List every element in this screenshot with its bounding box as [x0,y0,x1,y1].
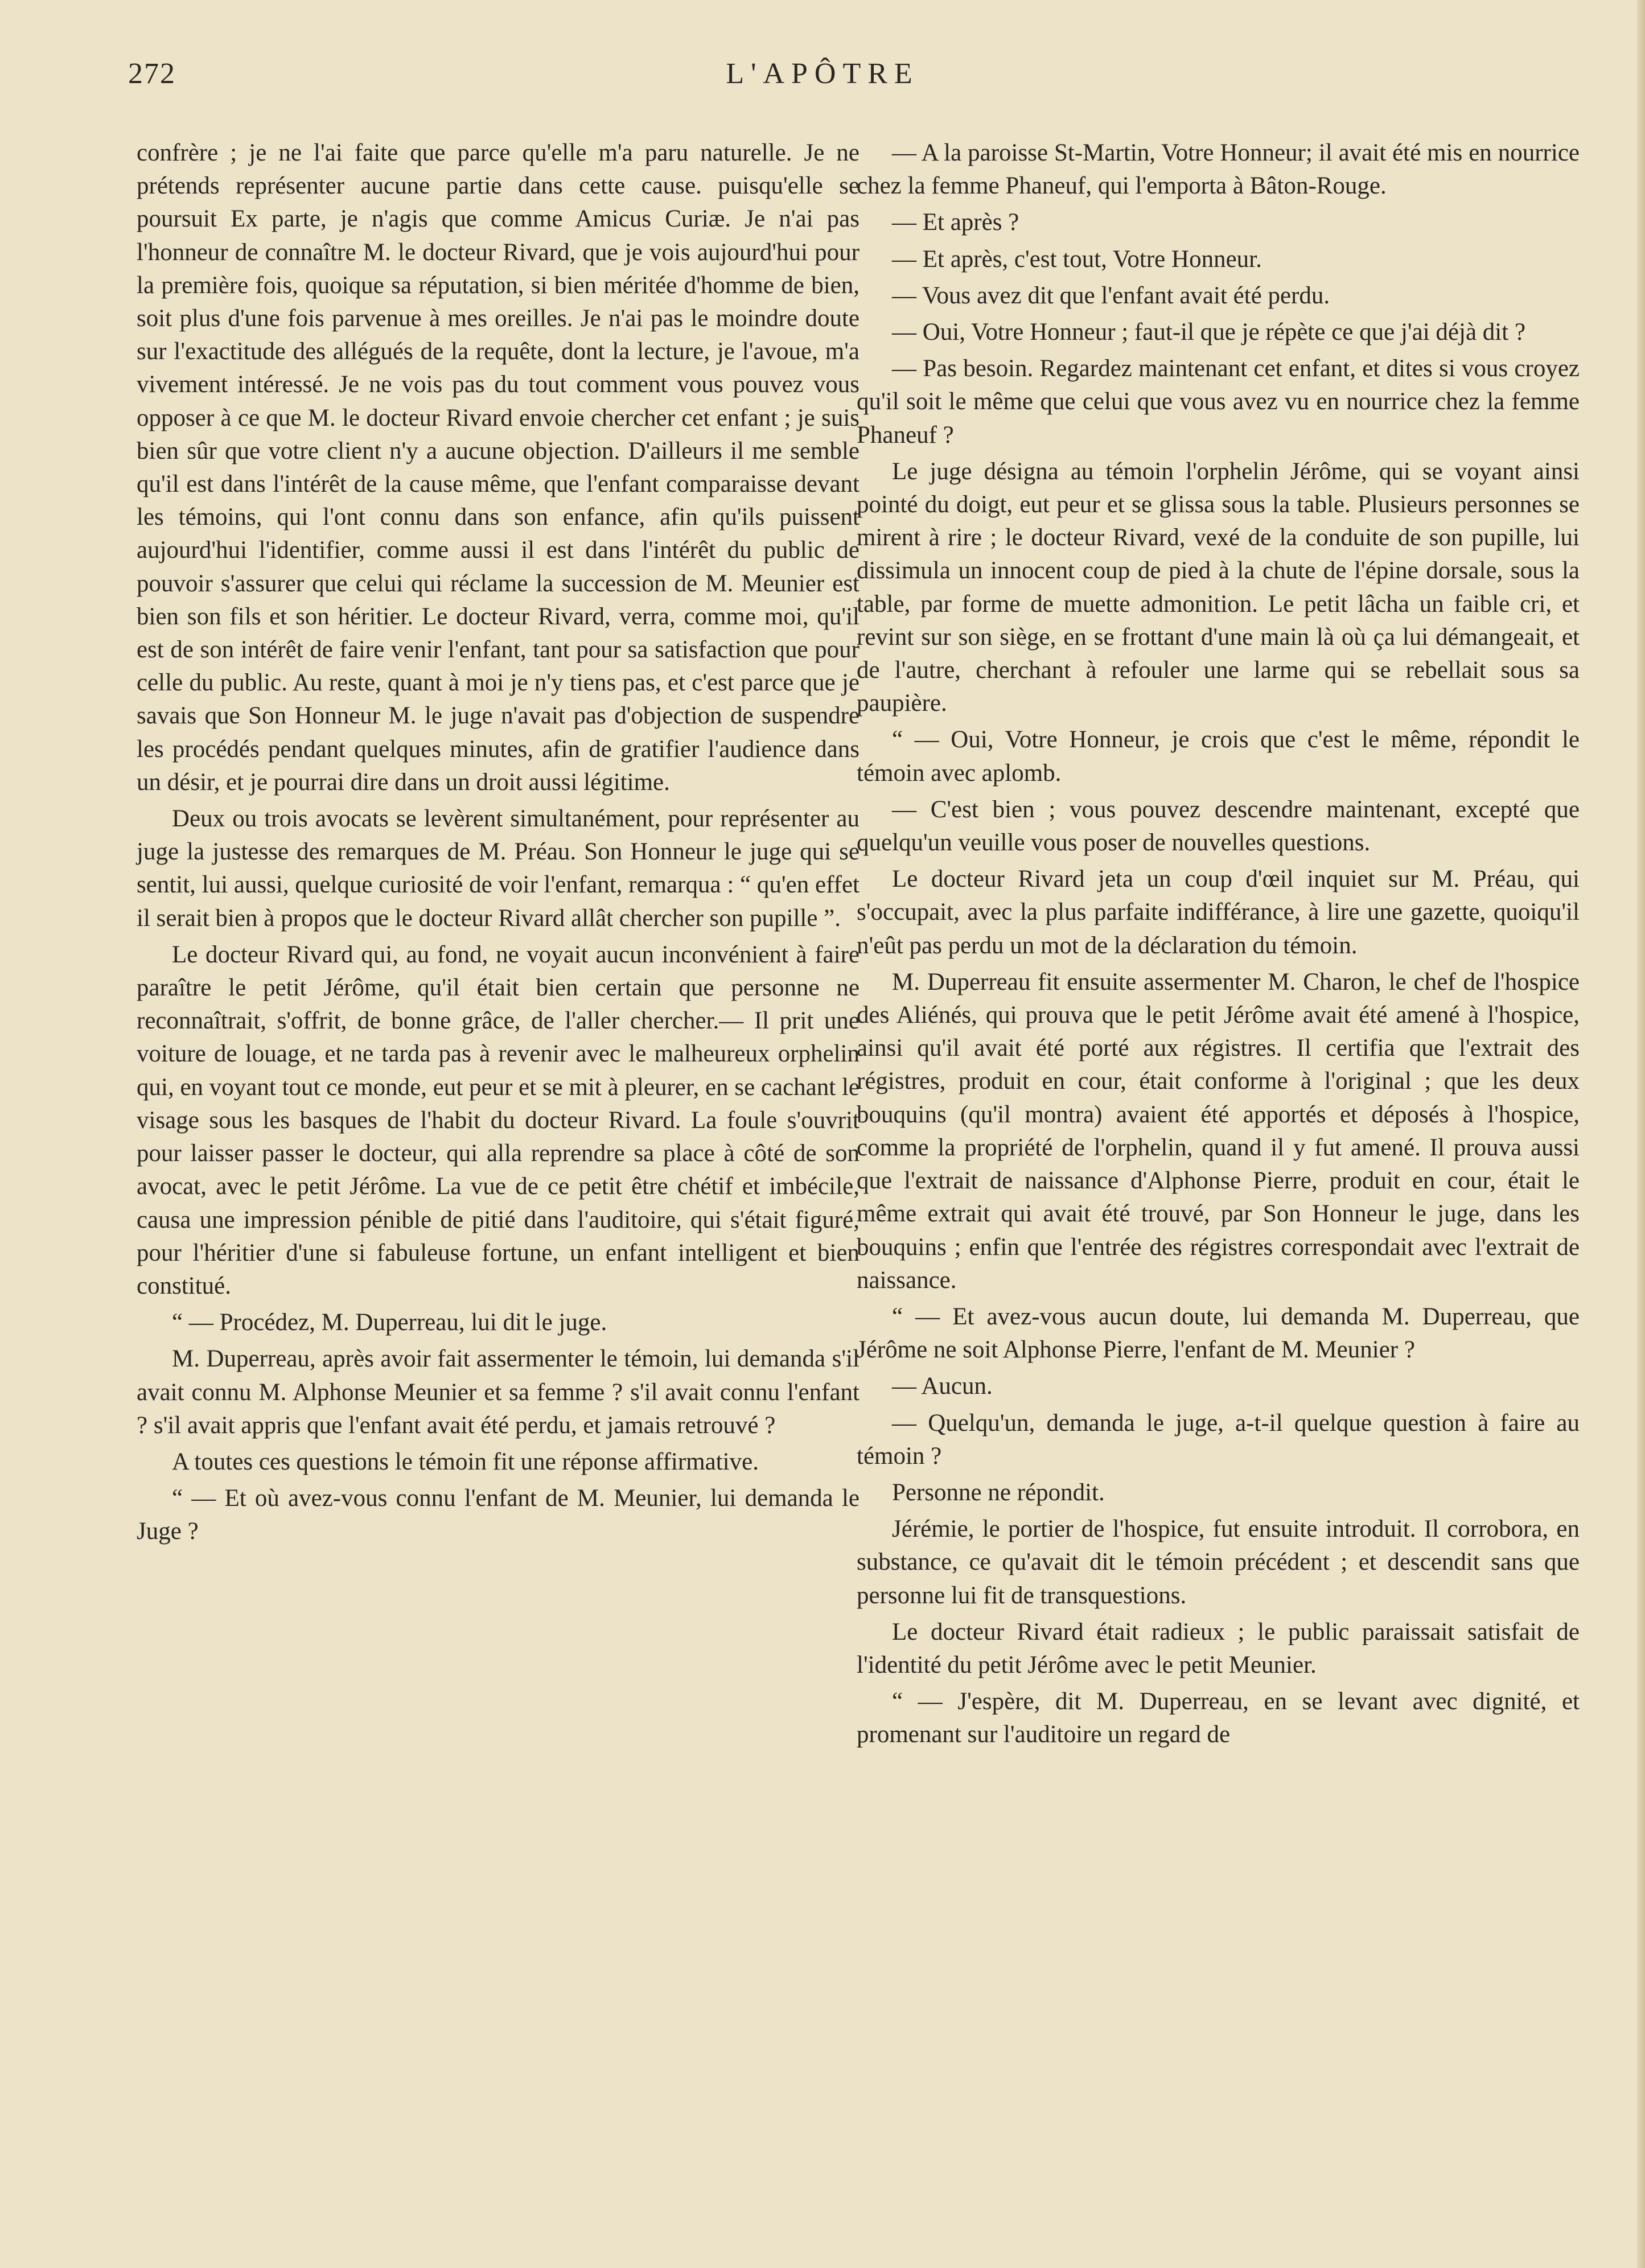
paragraph: — Pas besoin. Regardez maintenant cet enfant, et dites si vous croyez qu'il soit le même que celui que vous avez vu en nourrice chez la femme Phaneuf ? [857,355,1580,448]
paragraph: — Et après ? [892,209,1019,236]
paragraph: — A la paroisse St-Martin, Votre Honneur; il avait été mis en nourrice chez la femme Phaneuf, qui l'emporta à Bâton-Rouge. [857,139,1580,200]
paragraph: “ — Et avez-vous aucun doute, lui demanda M. Duperreau, que Jérôme ne soit Alphonse Pierre, l'enfant de M. Meunier ? [857,1303,1580,1364]
paragraph: confrère ; je ne l'ai faite que parce qu'elle m'a paru naturelle. Je ne prétends représenter aucune partie dans cette cause. puisqu'elle se poursuit Ex parte, je n'agis que comme Amicus Curiæ. Je n'ai pas l'honneur de connaître M. le docteur Rivard, que je vois aujourd'hui pour la première fois, quoique sa réputation, si bien méritée d'homme de bien, soit plus d'une fois parvenue à mes oreilles. Je n'ai pas le moindre doute sur l'exactitude des allégués de la requête, dont la lecture, je l'avoue, m'a vivement intéressé. Je ne vois pas du tout comment vous pouvez vous opposer à ce que M. le docteur Rivard envoie chercher cet enfant ; je suis bien sûr que votre client n'y a aucune objection. D'ailleurs il me semble qu'il est dans l'intérêt de la cause même, que l'enfant comparaisse devant les témoins, qui l'ont connu dans son enfance, afin qu'ils puissent aujourd'hui l'identifier, comme aussi il est dans l'intérêt du public de pouvoir s'assurer que celui qui réclame la succession de M. Meunier est bien son fils et son héritier. Le docteur Rivard, verra, comme moi, qu'il est de son intérêt de faire venir l'enfant, tant pour sa satisfaction que pour celle du public. Au reste, quant à moi je n'y tiens pas, et c'est parce que je savais que Son Honneur M. le juge n'avait pas d'objection de suspendre les procédés pendant quelques minutes, afin de gratifier l'audience dans un désir, et je pourrai dire dans un droit aussi légitime. [137,139,859,796]
paragraph: — C'est bien ; vous pouvez descendre maintenant, excepté que quelqu'un veuille vous poser de nouvelles questions. [857,796,1580,857]
page-edge [1637,0,1645,2268]
paragraph: M. Duperreau, après avoir fait assermenter le témoin, lui demanda s'il avait connu M. Alphonse Meunier et sa femme ? s'il avait connu l'enfant ? s'il avait appris que l'enfant avait été perdu, et jamais retrouvé ? [137,1345,859,1439]
paragraph: — Quelqu'un, demanda le juge, a-t-il quelque question à faire au témoin ? [857,1409,1580,1470]
page-header [0,57,1645,102]
paragraph: Le docteur Rivard qui, au fond, ne voyait aucun inconvénient à faire paraître le petit Jérôme, qu'il était bien certain que personne ne reconnaîtrait, s'offrit, de bonne grâce, de l'aller chercher.— Il prit une voiture de louage, et ne tarda pas à revenir avec le malheureux orphelin qui, en voyant tout ce monde, eut peur et se mit à pleurer, en se cachant le visage sous les basques de l'habit du docteur Rivard. La foule s'ouvrit pour laisser passer le docteur, qui alla reprendre sa place à côté de son avocat, avec le petit Jérôme. La vue de ce petit être chétif et imbécile, causa une impression pénible de pitié dans l'auditoire, qui s'était figuré, pour l'héritier d'une si fabuleuse fortune, un enfant intelligent et bien constitué. [137,941,859,1299]
paragraph: — Vous avez dit que l'enfant avait été perdu. [892,282,1330,309]
paragraph: “ — J'espère, dit M. Duperreau, en se levant avec dignité, et promenant sur l'auditoire un regard de [857,1688,1580,1748]
paragraph: M. Duperreau fit ensuite assermenter M. Charon, le chef de l'hospice des Aliénés, qui prouva que le petit Jérôme avait été amené à l'hospice, ainsi qu'il avait été porté aux régistres. Il certifia que l'extrait des régistres, produit en cour, était conforme à l'original ; que les deux bouquins (qu'il montra) avaient été apportés et déposés à l'hospice, comme la propriété de l'orphelin, quand il y fut amené. Il prouva aussi que l'extrait de naissance d'Alphonse Pierre, produit en cour, était le même extrait qui avait été trouvé, par Son Honneur le juge, dans les bouquins ; enfin que l'entrée des régistres correspondait avec l'extrait de naissance. [857,968,1580,1294]
paragraph: Personne ne répondit. [892,1479,1105,1506]
paragraph: Jérémie, le portier de l'hospice, fut ensuite introduit. Il corrobora, en substance, ce qu'avait dit le témoin précédent ; et descendit sans que personne lui fit de transquestions. [857,1516,1580,1609]
paragraph: — Et après, c'est tout, Votre Honneur. [892,245,1262,273]
paragraph: — Aucun. [892,1373,993,1400]
left-column [137,137,859,1549]
paragraph: Le docteur Rivard jeta un coup d'œil inquiet sur M. Préau, qui s'occupait, avec la plus parfaite indifférance, à lire une gazette, quoiqu'il n'eût pas perdu un mot de la déclaration du témoin. [857,866,1580,959]
paragraph: “ — Oui, Votre Honneur, je crois que c'est le même, répondit le témoin avec aplomb. [857,726,1580,787]
paragraph: “ — Et où avez-vous connu l'enfant de M. Meunier, lui demanda le Juge ? [137,1485,859,1545]
paragraph: A toutes ces questions le témoin fit une réponse affirmative. [172,1448,759,1475]
paragraph: Le juge désigna au témoin l'orphelin Jérôme, qui se voyant ainsi pointé du doigt, eut peur et se glissa sous la table. Plusieurs personnes se mirent à rire ; le docteur Rivard, vexé de la conduite de son pupille, lui dissimula un innocent coup de pied à la chute de l'épine dorsale, sous la table, par forme de muette admonition. Le petit lâcha un faible cri, et revint sur son siège, en se frottant d'une main là où ça lui démangeait, et de l'autre, cherchant à refouler une larme qui se rebellait sous sa paupière. [857,458,1580,717]
paragraph: Deux ou trois avocats se levèrent simultanément, pour représenter au juge la justesse des remarques de M. Préau. Son Honneur le juge qui se sentit, lui aussi, quelque curiosité de voir l'enfant, remarqua : “ qu'en effet il serait bien à propos que le docteur Rivard allât chercher son pupille ”. [137,805,859,932]
paragraph: Le docteur Rivard était radieux ; le public paraissait satisfait de l'identité du petit Jérôme avec le petit Meunier. [857,1618,1580,1678]
page-number: 272 [128,57,176,90]
paragraph: “ — Procédez, M. Duperreau, lui dit le juge. [172,1309,607,1336]
paragraph: — Oui, Votre Honneur ; faut-il que je répète ce que j'ai déjà dit ? [892,319,1526,346]
right-column [857,137,1580,1752]
running-title: L'APÔTRE [726,57,919,90]
